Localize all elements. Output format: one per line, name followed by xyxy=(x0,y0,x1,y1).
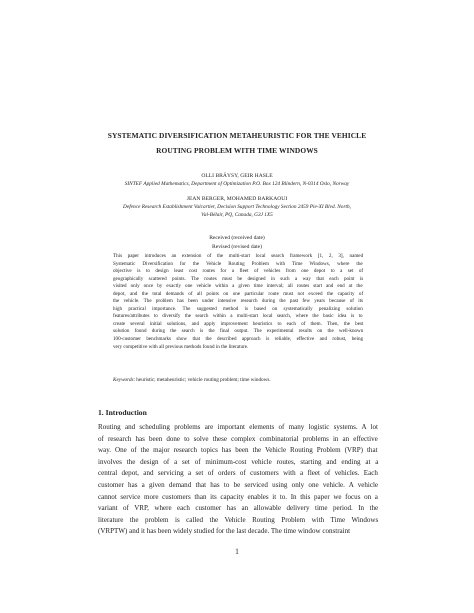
affiliation-line: Val-Bélair, PQ, Canada, G3J 1X5 xyxy=(201,212,273,218)
keywords xyxy=(113,376,363,384)
keywords-text: : heuristic; metaheuristic; vehicle routing problem; time windows. xyxy=(133,377,271,383)
abstract-line: 100-customer benchmarks show that the described approach is reliable, effective and robust, being xyxy=(113,336,364,343)
abstract-line: Systematic Diversification for the Vehicle Routing Problem with Time Windows, where the xyxy=(113,260,363,267)
abstract-line: high practical importance. The suggested method is based on systematically penalizing solution xyxy=(113,305,363,312)
abstract-line: geographically scattered points. The routes must be designed in such a way that each point is xyxy=(113,275,364,282)
manuscript-dates xyxy=(140,234,334,251)
author-names: JEAN BERGER, MOHAMED BARKAOUI xyxy=(186,196,288,202)
body-line: of research has been done to solve these complex combinatorial problems in an effective xyxy=(98,434,378,443)
abstract-line: objective is to design least cost routes for a fleet of vehicles from one depot to a set of xyxy=(113,268,364,275)
abstract-line: visited only once by exactly one vehicle within a given time interval; all routes start and end at the xyxy=(113,283,363,290)
abstract-line: This paper introduces an extension of the multi-start local search framework [1, 2, 3], named xyxy=(113,253,364,259)
abstract-line: the vehicle. The problem has been under intensive research during the past few years because of its xyxy=(113,298,364,305)
body-line: central depot, and servicing a set of orders of customers with a fleet of vehicles. Each xyxy=(98,469,378,478)
title-line: ROUTING PROBLEM WITH TIME WINDOWS xyxy=(156,146,318,155)
body-line: literature the problem is called the Vehicle Routing Problem with Time Windows xyxy=(98,515,379,524)
page-number: 1 xyxy=(235,547,239,556)
paper-title xyxy=(60,128,414,158)
body-line: involves the design of a set of minimum-cost vehicle routes, starting and ending at a xyxy=(98,457,379,466)
author-affiliation: SINTEF Applied Mathematics, Department of Optimization P.O. Box 124 Blindern, N-0314 Oslo, Norway xyxy=(124,181,350,187)
section-number: 1. xyxy=(98,408,104,417)
abstract xyxy=(113,253,363,351)
author-names: OLLI BRÄYSY, GEIR HASLE xyxy=(201,173,273,179)
body-line: (VRPTW) and it has been widely studied for the last decade. The time window constraint xyxy=(98,527,351,536)
affiliation-line: Defence Research Establishment Valcartier, Decision Support Technology Section 2459 Pie-XI Blvd. North, xyxy=(123,204,351,210)
abstract-line: create several initial solutions, and apply improvement heuristics to each of them. Then, the best xyxy=(113,320,364,327)
abstract-line: depot, and the total demands of all points on one particular route must not exceed the capacity of xyxy=(113,290,364,297)
section-title: Introduction xyxy=(105,408,147,417)
abstract-line: features/attributes to diversify the search within a multi-start local search, where the basic idea is to xyxy=(113,313,363,320)
body-line: Routing and scheduling problems are important elements of many logistic systems. A lot xyxy=(98,423,378,431)
body-line: cannot service more customers than its capacity enables it to. In this paper we focus on a xyxy=(98,492,378,501)
body-line: way. One of the major research topics has been the Vehicle Routing Problem (VRP) that xyxy=(98,446,378,455)
body-line: variant of VRP, where each customer has an allowable delivery time period. In the xyxy=(98,504,379,513)
body-line: customer has a given demand that has to be serviced using only one vehicle. A vehicle xyxy=(98,480,379,489)
author-affiliation xyxy=(80,203,394,219)
abstract-line: solution found during the search is the final output. The experimental results on the well-known xyxy=(113,328,364,335)
abstract-line: very competitive with all previous methods found in the literature. xyxy=(113,343,249,350)
body-text xyxy=(98,422,378,538)
revised-date: Revised (revised date) xyxy=(211,243,262,250)
received-date: Received (received date) xyxy=(209,235,265,241)
keywords-label: Keywords xyxy=(113,377,134,383)
section-heading xyxy=(98,408,147,418)
title-line: SYSTEMATIC DIVERSIFICATION METAHEURISTIC FOR THE VEHICLE xyxy=(107,131,367,140)
